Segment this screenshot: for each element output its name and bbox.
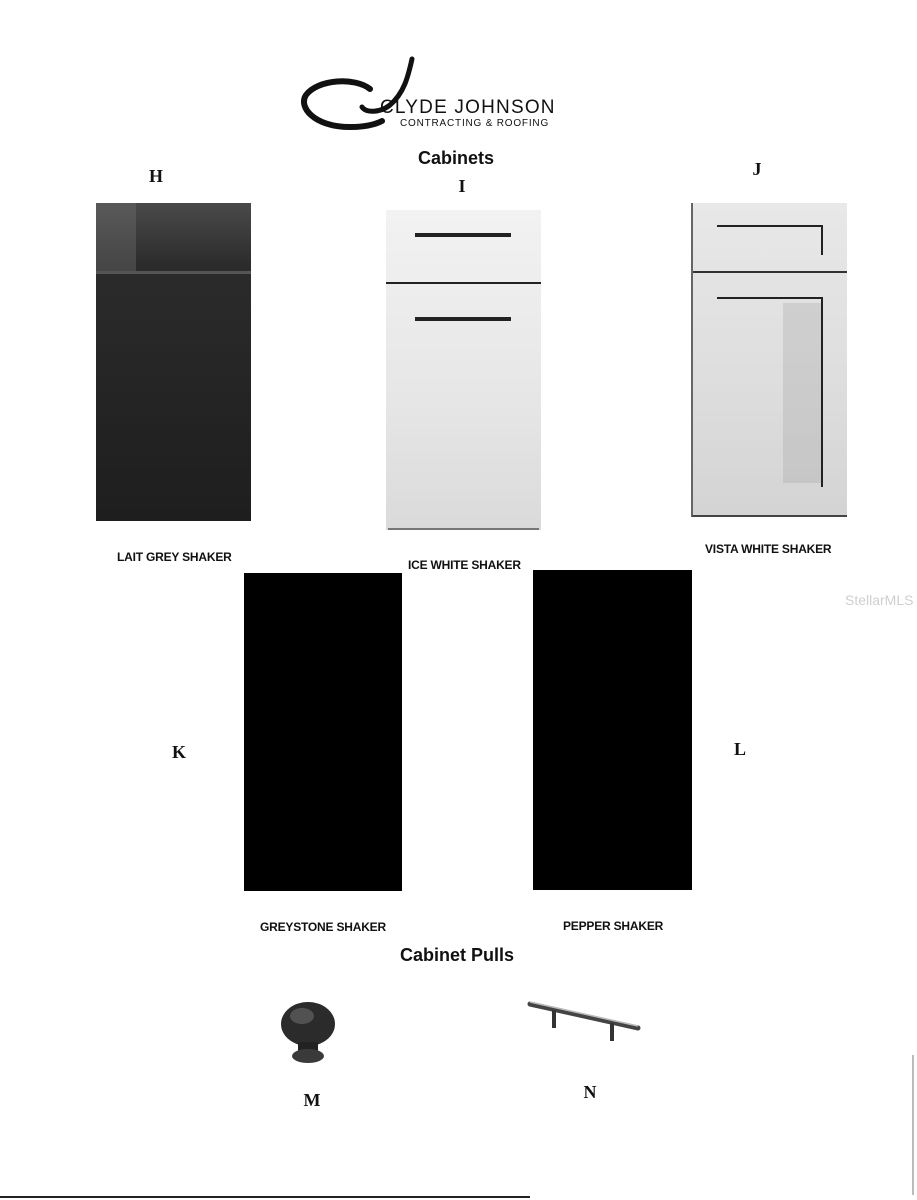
scan-edge-mark (912, 1055, 914, 1195)
pull-letter-n: N (583, 1082, 597, 1102)
cabinet-label-i: ICE WHITE SHAKER (408, 558, 521, 572)
cabinet-label-l: PEPPER SHAKER (563, 919, 664, 933)
knob-icon (278, 1000, 338, 1065)
company-logo (300, 55, 630, 140)
bar-pull-icon (526, 998, 641, 1044)
cabinet-letter-j: J (752, 159, 762, 179)
cabinet-swatch-lait-grey (96, 203, 251, 521)
cabinet-swatch-vista-white (691, 203, 847, 517)
cabinet-swatch-greystone (244, 573, 402, 891)
cabinet-swatch-ice-white (386, 210, 541, 530)
cabinets-heading: Cabinets (418, 148, 495, 168)
cabinet-label-j: VISTA WHITE SHAKER (705, 542, 832, 556)
pull-letter-m: M (303, 1090, 321, 1110)
cabinet-letter-h: H (148, 166, 163, 186)
cabinet-label-k: GREYSTONE SHAKER (260, 920, 386, 934)
cabinet-pulls-heading: Cabinet Pulls (400, 945, 515, 965)
cabinet-letter-k: K (171, 742, 186, 762)
cabinet-label-h: LAIT GREY SHAKER (117, 550, 232, 564)
logo-subtitle: CONTRACTING & ROOFING (400, 118, 550, 129)
cabinet-letter-i: I (458, 176, 466, 196)
footer-divider (0, 1196, 530, 1198)
cabinet-swatch-pepper (533, 570, 692, 890)
logo-name: CLYDE JOHNSON (380, 97, 556, 118)
watermark: StellarMLS (845, 592, 914, 608)
cabinet-letter-l: L (733, 739, 746, 759)
